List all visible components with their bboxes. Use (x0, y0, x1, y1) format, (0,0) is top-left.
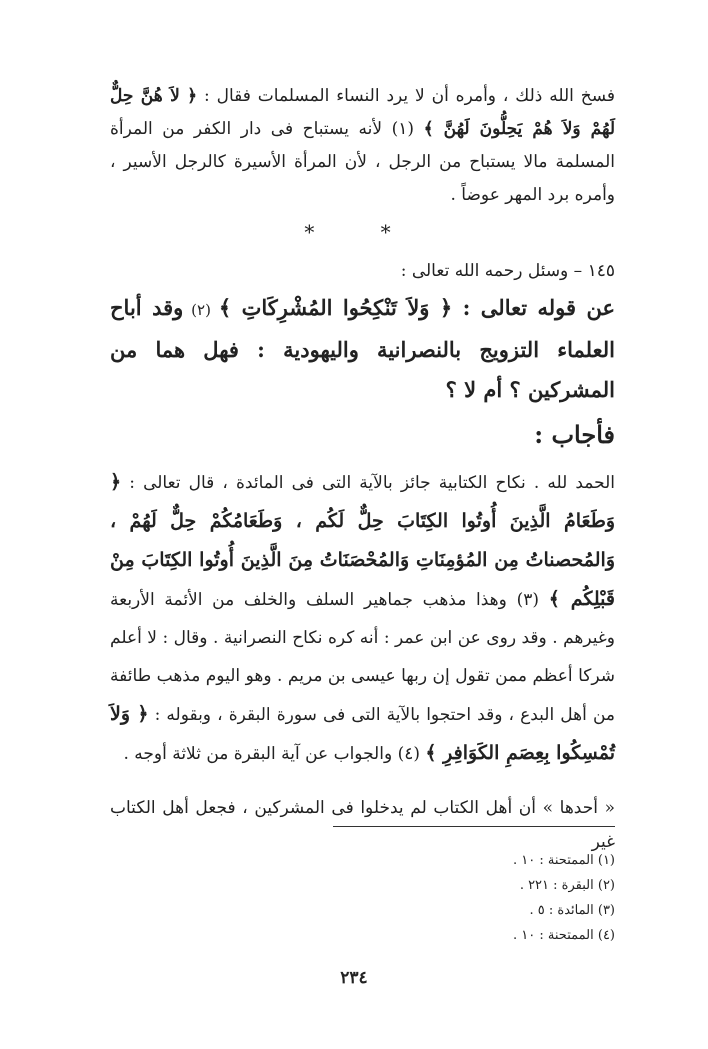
footnote-divider (333, 826, 615, 827)
footnote-mark: (٢) (183, 301, 219, 319)
footnote-2: (٢) البقرة : ٢٢١ . (519, 878, 615, 893)
answer-conclusion: والجواب عن آية البقرة من ثلاثة أوجه . (123, 744, 393, 764)
page-body (110, 80, 615, 859)
quran-quote: ﴿ وَطَعَامُ الَّذِينَ أُوتُوا الكِتَابَ حِلٌّ لَكُم ، وَطَعَامُكُمْ حِلٌّ لَهُمْ ، وَالمُحصناتُ مِن المُؤمِنَاتِ وَالمُحْصَنَاتُ مِنَ الَّذِينَ أُوتُوا الكِتَابَ مِنْ قَبْلِكُم ﴾ (110, 471, 615, 610)
footnote-4: (٤) الممتحنة : ١٠ . (513, 928, 615, 943)
intro-text: فسخ الله ذلك ، وأمره أن لا يرد النساء المسلمات فقال : (197, 86, 616, 106)
footnote-mark: (١) (382, 119, 424, 139)
answer-paragraph (110, 463, 615, 773)
answer-intro: الحمد لله . نكاح الكتابية جائز بالآية التى فى المائدة ، قال تعالى : (121, 473, 615, 493)
question-text (110, 288, 615, 410)
question-part-2: وقد أباح العلماء التزويج بالنصرانية واليهودية : فهل هما من المشركين ؟ أم لا ؟ (110, 295, 615, 402)
answer-label: فأجاب : (534, 420, 615, 449)
question-part-1: عن قوله تعالى : (452, 295, 616, 320)
intro-paragraph (110, 80, 615, 212)
section-separator: * * (304, 220, 421, 244)
quran-quote: ﴿ وَلاَ تُمْسِكُوا بِعِصَمِ الكَوَافِرِ ﴾ (110, 703, 615, 764)
page-number: ٢٣٤ (340, 968, 368, 988)
quran-quote: ﴿ وَلاَ تَنْكِحُوا المُشْرِكَاتِ ﴾ (218, 295, 453, 320)
footnote-3: (٣) المائدة : ٥ . (529, 903, 615, 918)
answer-body: وهذا مذهب جماهير السلف والخلف من الأئمة الأربعة وغيرهم . وقد روى عن ابن عمر : أنه كره نكاح النصرانية . وقال : لا أعلم شركا أعظم ممن تقول إن ربها عيسى بن مريم . وهو اليوم مذهب طائفة من أهل البدع ، وقد احتجوا بالآية التى فى سورة البقرة ، وبقوله : (110, 590, 616, 725)
footnotes (330, 848, 615, 948)
intro-rest: لأنه يستباح فى دار الكفر من المرأة المسلمة مالا يستباح من الرجل ، لأن المرأة الأسيرة كالرجل الأسير ، وأمره برد المهر عوضاً . (110, 119, 615, 205)
first-point: « أحدها » أن أهل الكتاب لم يدخلوا فى المشركين ، فجعل أهل الكتاب غير (110, 798, 615, 852)
footnote-mark: (٤) (392, 744, 426, 764)
quran-quote: ﴿ لاَ هُنَّ حِلٌّ لَهُمْ وَلاَ هُمْ يَحِلُّونَ لَهُنَّ ﴾ (110, 86, 616, 139)
footnote-mark: (٣) (506, 590, 549, 610)
question-header: ١٤٥ – وسئل رحمه الله تعالى : (400, 261, 615, 281)
footnote-1: (١) الممتحنة : ١٠ . (513, 853, 615, 868)
